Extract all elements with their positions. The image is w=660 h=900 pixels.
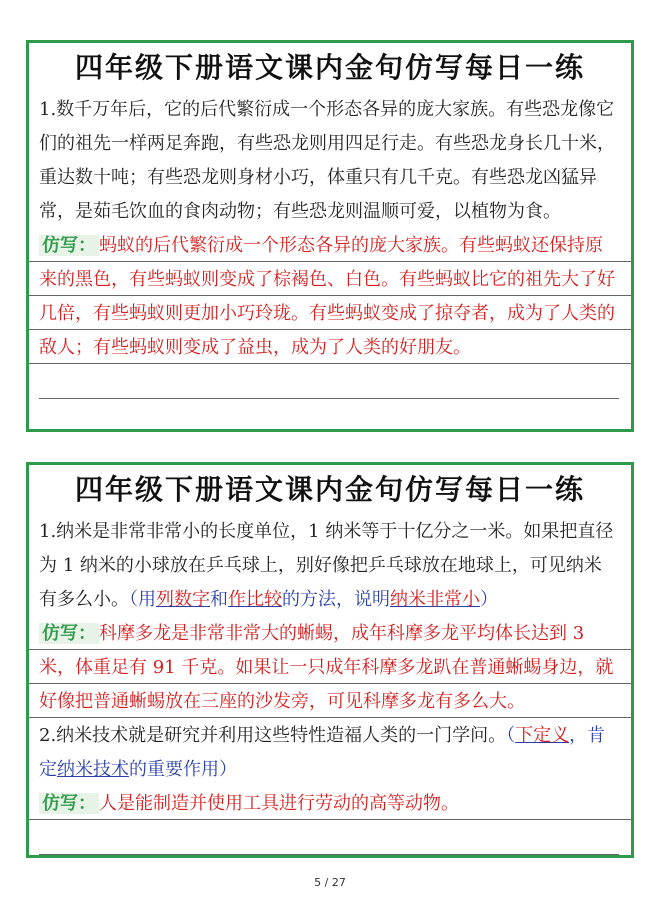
- note-text: 的方法，说明: [282, 589, 390, 610]
- note-keyword: 纳米技术: [57, 759, 129, 780]
- imitation-paragraph-2: [29, 787, 631, 821]
- imitation-text: 人是能制造并使用工具进行劳动的高等动物。: [99, 793, 459, 814]
- card-title: 四年级下册语文课内金句仿写每日一练: [74, 51, 585, 84]
- imitation-paragraph: [29, 229, 631, 365]
- blank-answer-line: [39, 821, 619, 855]
- note-text: ，肯定: [39, 725, 606, 780]
- imitation-paragraph-1: [29, 617, 631, 719]
- source-sentence: 1.数千万年后，它的后代繁衍成一个形态各异的庞大家族。有些恐龙像它们的祖先一样两足奔跑，有些恐龙则用四足行走。有些恐龙身长几十米，重达数十吨；有些恐龙则身材小巧，体重只有几千克。有些恐龙凶猛异常，是茹毛饮血的食肉动物；有些恐龙则温顺可爱，以植物为食。: [39, 99, 615, 222]
- source-sentence-2: [29, 719, 631, 787]
- blank-answer-line: [39, 365, 619, 399]
- note-keyword: 纳米: [390, 589, 426, 610]
- source-sentence-1: [29, 515, 631, 617]
- note-text: （: [506, 725, 516, 746]
- note-text: 和: [210, 589, 228, 610]
- imitation-label: 仿写：: [39, 235, 99, 256]
- imitation-text: 科摩多龙是非常非常大的蜥蜴，成年科摩多龙平均体长达到 3 米，体重足有 91 千克。如果让一只成年科摩多龙趴在普通蜥蜴身边，就好像把普通蜥蜴放在三座的沙发旁，可见科摩多龙有多么大。: [39, 623, 614, 712]
- note-keyword: 下定义: [515, 725, 570, 746]
- note-keyword: 作比较: [228, 589, 282, 610]
- imitation-label: 仿写：: [39, 623, 99, 644]
- exercise-card-1: [26, 40, 634, 432]
- source-text-2: 2.纳米技术就是研究并利用这些特性造福人类的一门学问。: [39, 725, 507, 746]
- imitation-label: 仿写：: [39, 793, 99, 814]
- method-note-1: [129, 589, 498, 610]
- note-keyword: 非常小: [426, 589, 480, 610]
- note-text: （用: [129, 589, 156, 610]
- note-text: ）: [480, 589, 498, 610]
- note-keyword: 列数字: [156, 589, 210, 610]
- page-number: 5 / 27: [314, 876, 346, 889]
- note-text: 的重要作用）: [129, 759, 237, 780]
- imitation-text: 蚂蚁的后代繁衍成一个形态各异的庞大家族。有些蚂蚁还保持原来的黑色，有些蚂蚁则变成了棕褐色、白色。有些蚂蚁比它的祖先大了好几倍，有些蚂蚁则更加小巧玲珑。有些蚂蚁变成了掠夺者，成为了人类的敌人；有些蚂蚁则变成了益虫，成为了人类的好朋友。: [39, 235, 615, 358]
- card-title: 四年级下册语文课内金句仿写每日一练: [74, 473, 585, 506]
- source-text-1: 1.纳米是非常非常小的长度单位，1 纳米等于十亿分之一米。如果把直径为 1 纳米的小球放在乒乓球上，别好像把乒乓球放在地球上，可见纳米有多么小。: [39, 521, 614, 610]
- exercise-card-2: [26, 462, 634, 858]
